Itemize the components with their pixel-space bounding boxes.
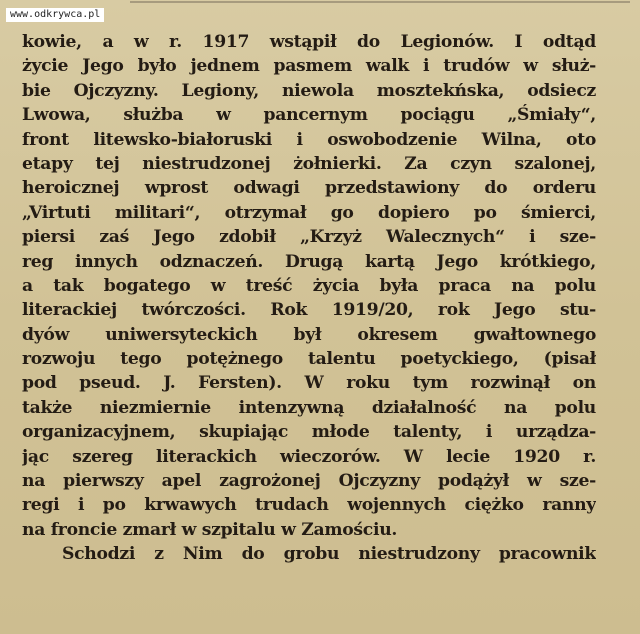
text-line: a tak bogatego w treść życia była praca na polu — [22, 275, 596, 296]
text-line: bie Ojczyzny. Legiony, niewola mosztekńska, odsiecz — [22, 80, 596, 101]
text-line: etapy tej niestrudzonej żołnierki. Za czyn szalonej, — [22, 153, 596, 174]
text-line: dyów uniwersyteckich był okresem gwałtownego — [22, 324, 596, 345]
text-line: organizacyjnem, skupiając młode talenty, i urządza- — [22, 422, 596, 443]
text-line: heroicznej wprost odwagi przedstawiony do orderu — [22, 178, 596, 199]
text-line: pod pseud. J. Fersten). W roku tym rozwinął on — [22, 373, 596, 394]
text-line: rozwoju tego potężnego talentu poetyckiego, (pisał — [22, 349, 596, 370]
text-line: jąc szereg literackich wieczorów. W lecie 1920 r. — [22, 446, 596, 467]
text-line: piersi zaś Jego zdobił „Krzyż Walecznych“ i sze- — [22, 227, 596, 248]
text-line: „Virtuti militari“, otrzymał go dopiero po śmierci, — [22, 202, 596, 223]
paragraph-end-line: na froncie zmarł w szpitalu w Zamościu. — [22, 519, 398, 540]
paragraph-start-line: Schodzi z Nim do grobu niestrudzony pracownik — [62, 544, 596, 565]
article-text-block — [22, 30, 596, 567]
watermark-label: www.odkrywca.pl — [6, 8, 104, 22]
text-line: także niezmiernie intenzywną działalność na polu — [22, 397, 596, 418]
text-line: kowie, a w r. 1917 wstąpił do Legionów. I odtąd — [22, 32, 596, 52]
text-line: regi i po krwawych trudach wojennych ciężko ranny — [22, 495, 596, 516]
text-line: reg innych odznaczeń. Drugą kartą Jego krótkiego, — [22, 251, 596, 272]
text-line: front litewsko-białoruski i oswobodzenie Wilna, oto — [22, 129, 596, 150]
text-line: literackiej twórczości. Rok 1919/20, rok Jego stu- — [22, 300, 596, 321]
top-divider-line — [130, 1, 630, 15]
text-line: na pierwszy apel zagrożonej Ojczyzny podążył w sze- — [22, 471, 596, 492]
text-line: życie Jego było jednem pasmem walk i trudów w służ- — [22, 56, 596, 77]
text-line: Lwowa, służba w pancernym pociągu „Śmiały“, — [22, 105, 596, 126]
